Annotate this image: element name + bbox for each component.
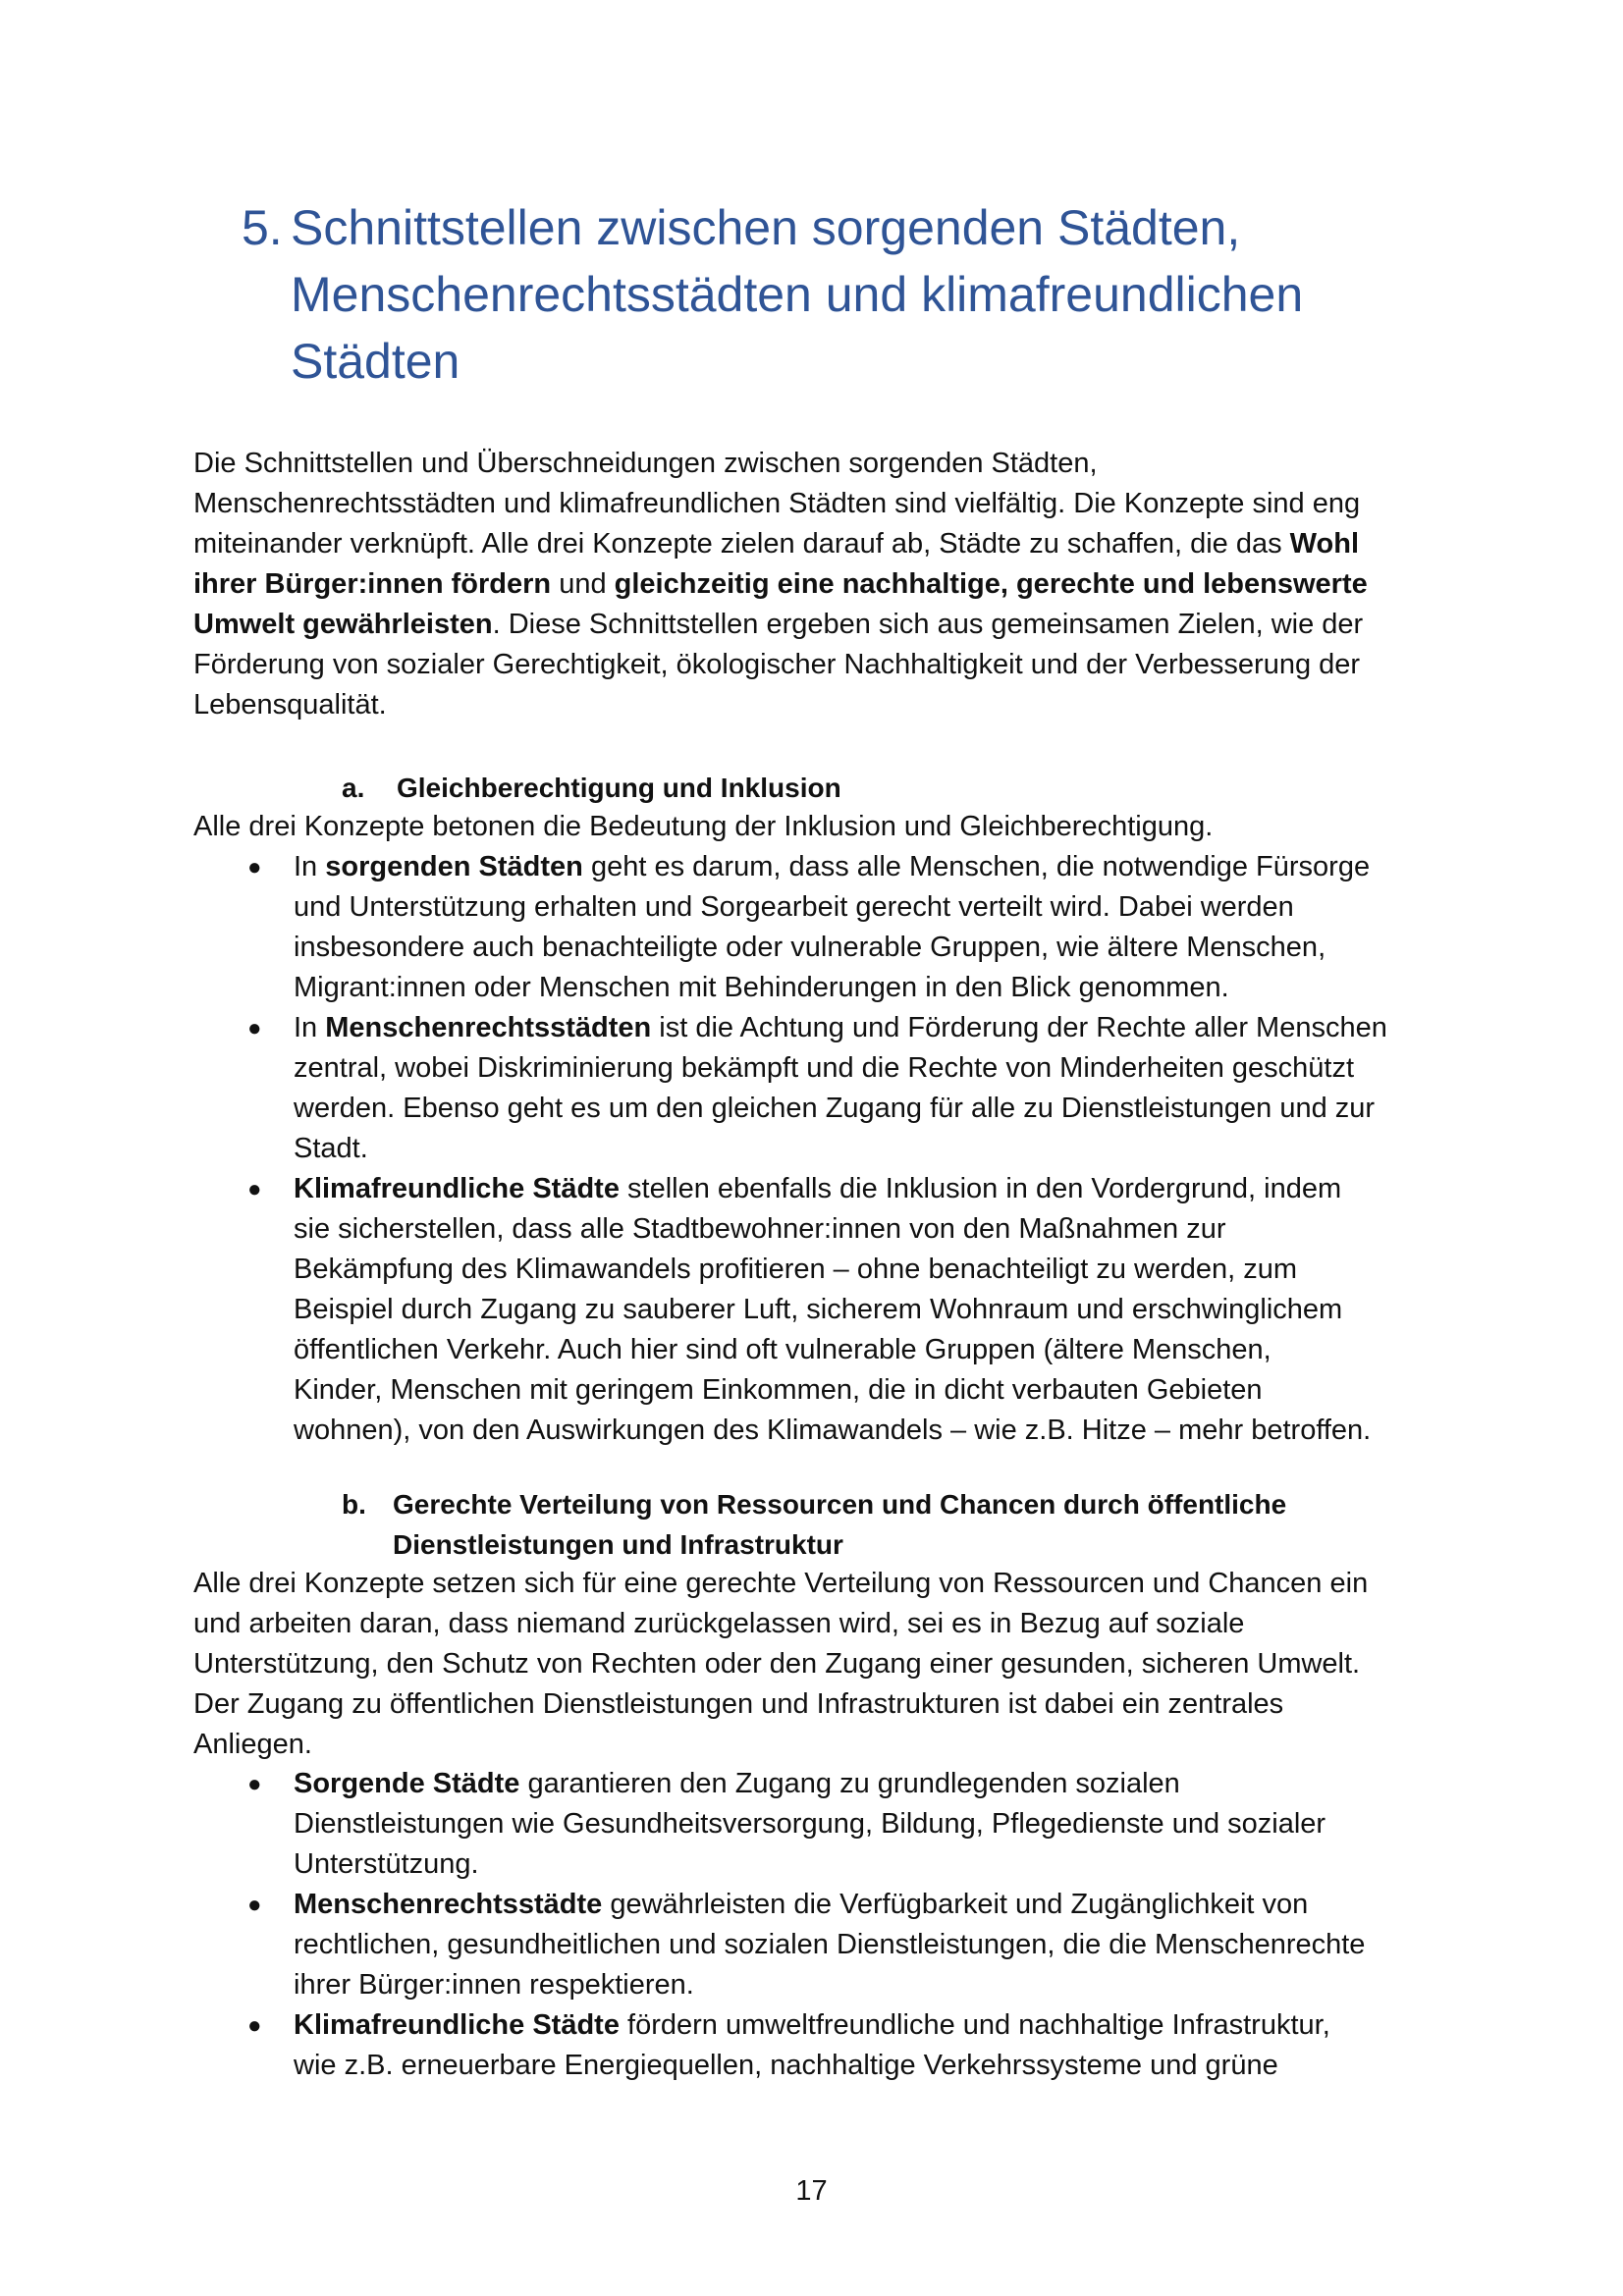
bullet-item [193,1008,1440,1169]
text-line: Unterstützung, den Schutz von Rechten oder den Zugang einer gesunden, sicheren Umwelt. [193,1648,1361,1680]
text-line: Klimafreundliche Städte stellen ebenfalls die Inklusion in den Vordergrund, indem [294,1173,1342,1204]
text-line: ihrer Bürger:innen respektieren. [294,1969,694,2001]
bullet-icon: ● [247,1176,262,1202]
bold-text: Menschenrechtsstädte [294,1889,603,1920]
text-line: zentral, wobei Diskriminierung bekämpft und die Rechte von Minderheiten geschützt [294,1052,1355,1084]
text-line: wohnen), von den Auswirkungen des Klimawandels – wie z.B. Hitze – mehr betroffen. [294,1415,1372,1446]
bullet-item [193,1169,1440,1451]
text-line: Menschenrechtsstädten und klimafreundlichen Städten sind vielfältig. Die Konzepte sind eng [193,488,1361,519]
text-line: sie sicherstellen, dass alle Stadtbewohner:innen von den Maßnahmen zur [294,1213,1226,1245]
bold-text: sorgenden Städten [325,851,583,882]
section-title [291,194,1303,395]
text-line: werden. Ebenso geht es um den gleichen Zugang für alle zu Dienstleistungen und zur [294,1093,1376,1124]
text-line: Lebensqualität. [193,689,387,721]
subsection-heading-a [342,768,841,808]
text-line: ihrer Bürger:innen fördern und gleichzeitig eine nachhaltige, gerechte und lebenswerte [193,568,1368,600]
text-line: Beispiel durch Zugang zu sauberer Luft, sicherem Wohnraum und erschwinglichem [294,1294,1343,1325]
bold-text: Wohl [1289,528,1360,560]
bold-text: Menschenrechtsstädten [325,1012,652,1043]
text-line: insbesondere auch benachteiligte oder vulnerable Gruppen, wie ältere Menschen, [294,932,1326,963]
subsection-letter: b. [342,1489,366,1520]
text-line: Klimafreundliche Städte fördern umweltfreundliche und nachhaltige Infrastruktur, [294,2009,1330,2041]
subsection-heading-b [342,1484,1324,1565]
bold-text: ihrer Bürger:innen fördern [193,568,552,600]
bold-text: gleichzeitig eine nachhaltige, gerechte und lebenswerte [614,568,1368,600]
bullet-item [193,847,1440,1008]
bullet-icon: ● [247,2012,262,2039]
text-line: Die Schnittstellen und Überschneidungen zwischen sorgenden Städten, [193,448,1098,479]
subsection-b-lead [193,1564,1440,1765]
bullet-item [193,1764,1440,1885]
intro-paragraph [193,444,1440,725]
text-line: Förderung von sozialer Gerechtigkeit, ökologischer Nachhaltigkeit und der Verbesserung der [193,649,1361,680]
section-heading [242,194,1469,395]
section-number: 5. [242,200,283,255]
subsection-title-line: Dienstleistungen und Infrastruktur [393,1529,843,1560]
bullet-icon: ● [247,1015,262,1041]
bullet-list-b [193,1764,1440,2086]
subsection-title [393,1484,1286,1565]
bold-text: Klimafreundliche Städte [294,1173,620,1204]
section-title-line: Städten [291,334,460,389]
bullet-list-a [193,847,1440,1451]
section-title-line: Schnittstellen zwischen sorgenden Städten, [291,200,1241,255]
page-number: 17 [795,2175,828,2207]
bold-text: Klimafreundliche Städte [294,2009,620,2041]
bold-text: Sorgende Städte [294,1768,520,1799]
bullet-icon: ● [247,1771,262,1797]
text-line: und arbeiten daran, dass niemand zurückgelassen wird, sei es in Bezug auf soziale [193,1608,1245,1639]
text-line: Kinder, Menschen mit geringem Einkommen, die in dicht verbauten Gebieten [294,1374,1263,1406]
subsection-letter: a. [342,773,365,803]
bullet-icon: ● [247,1892,262,1918]
text-line: Dienstleistungen wie Gesundheitsversorgung, Bildung, Pflegedienste und sozialer [294,1808,1326,1840]
text-line: öffentlichen Verkehr. Auch hier sind oft vulnerable Gruppen (ältere Menschen, [294,1334,1271,1365]
text-line: Menschenrechtsstädte gewährleisten die Verfügbarkeit und Zugänglichkeit von [294,1889,1309,1920]
bullet-icon: ● [247,854,262,881]
text-line: Anliegen. [193,1729,312,1760]
text-line: Stadt. [294,1133,368,1164]
text-line: und Unterstützung erhalten und Sorgearbeit gerecht verteilt wird. Dabei werden [294,891,1294,923]
text-line: Bekämpfung des Klimawandels profitieren – ohne benachteiligt zu werden, zum [294,1254,1298,1285]
text-line: In sorgenden Städten geht es darum, dass alle Menschen, die notwendige Fürsorge [294,851,1371,882]
subsection-a-lead: Alle drei Konzepte betonen die Bedeutung der Inklusion und Gleichberechtigung. [193,811,1214,842]
text-line: Alle drei Konzepte setzen sich für eine gerechte Verteilung von Ressourcen und Chancen ein [193,1568,1369,1599]
text-line: miteinander verknüpft. Alle drei Konzepte zielen darauf ab, Städte zu schaffen, die das Wohl [193,528,1360,560]
subsection-title: Gleichberechtigung und Inklusion [397,773,841,803]
text-line: In Menschenrechtsstädten ist die Achtung und Förderung der Rechte aller Menschen [294,1012,1387,1043]
subsection-title-line: Gerechte Verteilung von Ressourcen und Chancen durch öffentliche [393,1489,1287,1520]
bullet-item [193,1885,1440,2005]
bold-text: Umwelt gewährleisten [193,609,493,640]
text-line: Der Zugang zu öffentlichen Dienstleistungen und Infrastrukturen ist dabei ein zentrales [193,1688,1284,1720]
bullet-item [193,2005,1440,2086]
text-line: Sorgende Städte garantieren den Zugang zu grundlegenden sozialen [294,1768,1180,1799]
text-line: rechtlichen, gesundheitlichen und sozialen Dienstleistungen, die die Menschenrechte [294,1929,1366,1960]
text-line: wie z.B. erneuerbare Energiequellen, nachhaltige Verkehrssysteme und grüne [294,2050,1278,2081]
text-line: Umwelt gewährleisten. Diese Schnittstellen ergeben sich aus gemeinsamen Zielen, wie der [193,609,1364,640]
text-line: Unterstützung. [294,1848,479,1880]
text-line: Migrant:innen oder Menschen mit Behinderungen in den Blick genommen. [294,972,1229,1003]
section-title-line: Menschenrechtsstädten und klimafreundlichen [291,267,1304,322]
